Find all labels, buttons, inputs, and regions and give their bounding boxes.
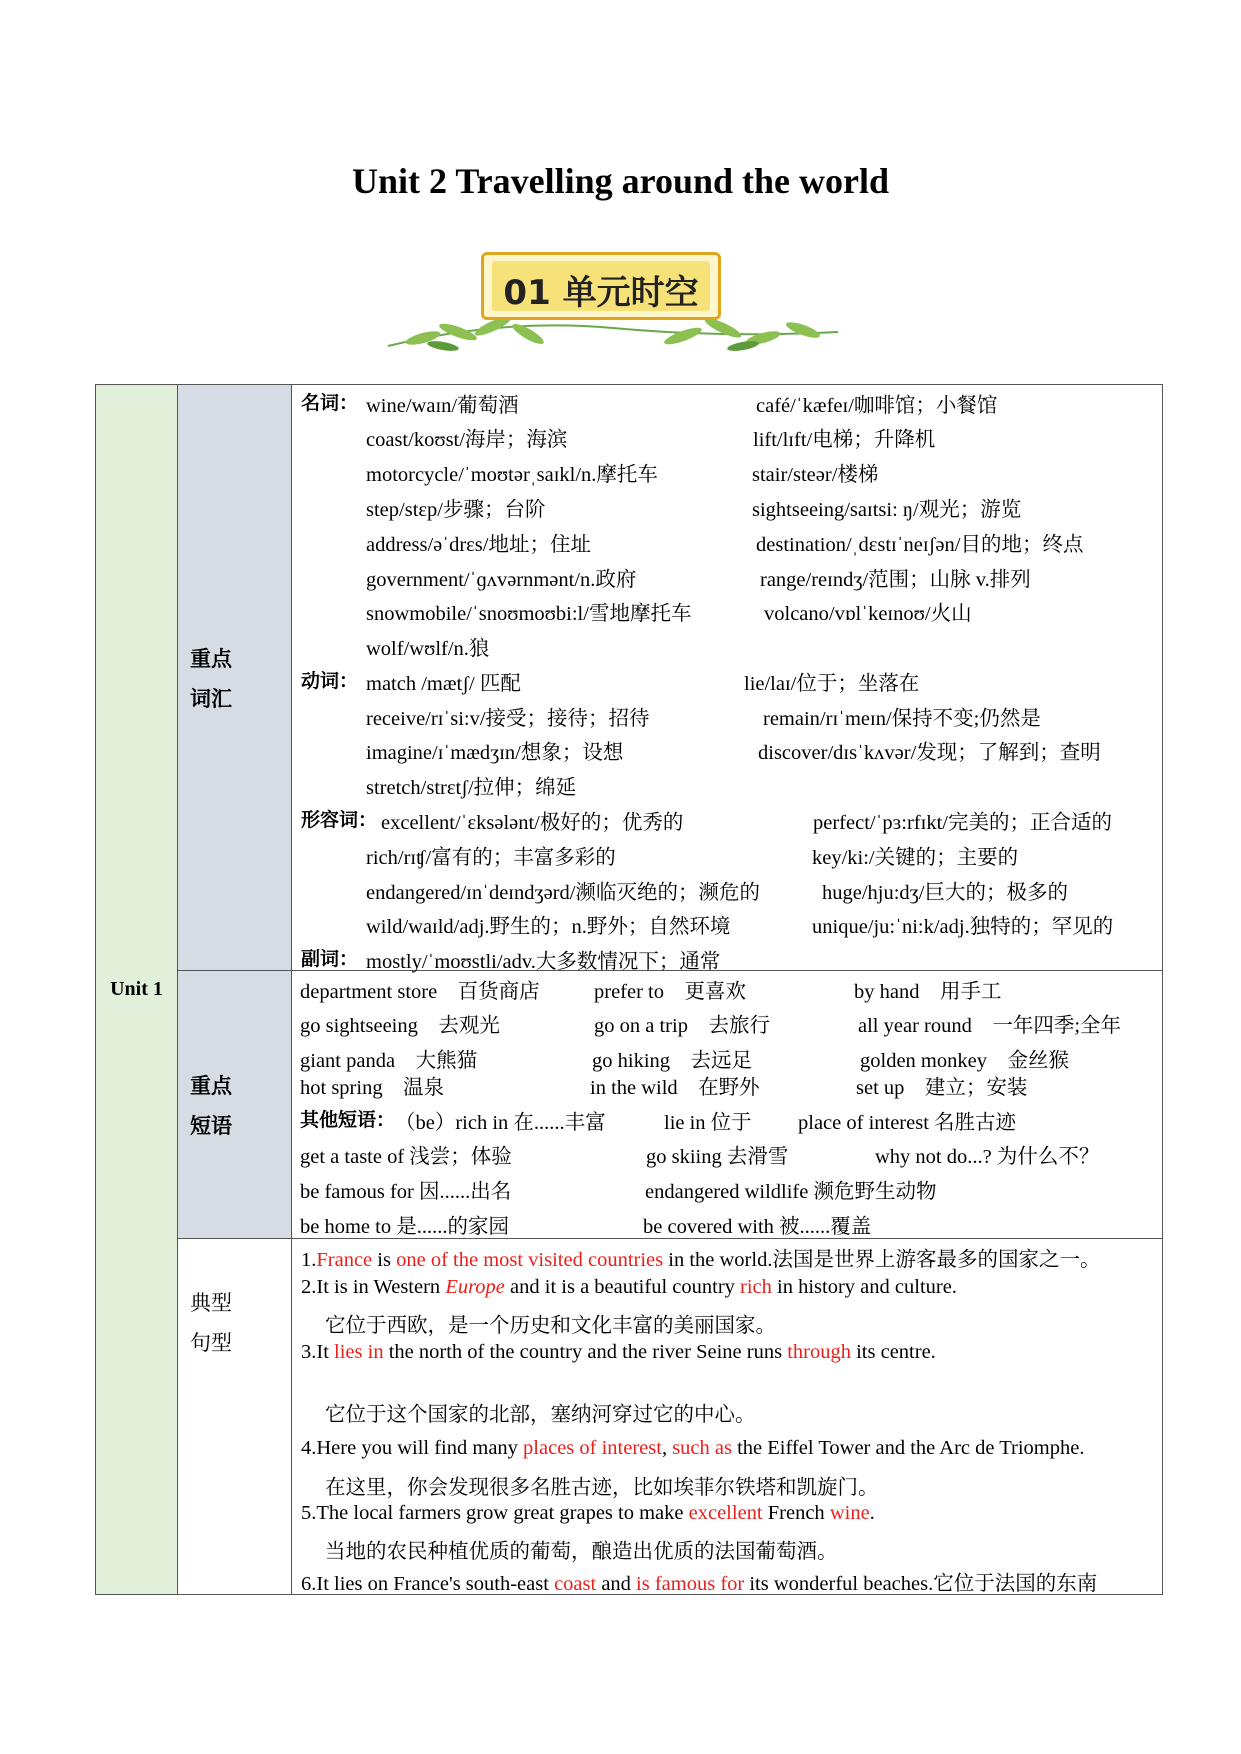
- sentences-block: [292, 1239, 1162, 1593]
- vocab-row-16-a: mostly/ˈmoʊstli/adv.大多数情况下；通常: [366, 951, 721, 973]
- vocab-row-13-a: rich/rɪʧ/富有的；丰富多彩的: [366, 847, 616, 869]
- vocab-row-5-b: range/reɪndʒ/范围；山脉 v.排列: [760, 569, 1031, 591]
- vocab-row-8-b: lie/laɪ/位于；坐落在: [744, 673, 920, 695]
- vocab-row-11-a: stretch/strɛtʃ/拉伸；绵延: [366, 777, 577, 799]
- other-0-1: lie in 位于: [664, 1112, 752, 1134]
- phrase-3-0: hot spring 温泉: [300, 1077, 445, 1099]
- vocab-row-0-a: wine/waɪn/葡萄酒: [366, 395, 519, 417]
- phrase-2-1: go hiking 去远足: [592, 1050, 753, 1072]
- vocab-row-5-a: government/ˈɡʌvərnmənt/n.政府: [366, 569, 637, 591]
- vocab-row-10-b: discover/dɪsˈkʌvər/发现；了解到；查明: [758, 742, 1101, 764]
- other-1-2: why not do...? 为什么不？: [875, 1146, 1100, 1168]
- vocab-row-3-a: step/stɛp/步骤；台阶: [366, 499, 546, 521]
- nouns-label: 名词：: [301, 392, 359, 414]
- sentence-3: 3.It lies in the north of the country and the river Seine runs through its centre.: [301, 1341, 936, 1363]
- other-1-0: get a taste of 浅尝；体验: [300, 1146, 512, 1168]
- sentence-1: 1.France is one of the most visited countries in the world.法国是世界上游客最多的国家之一。: [301, 1249, 1101, 1271]
- sentence-2: 2.It is in Western Europe and it is a beautiful country rich in history and culture.: [301, 1276, 957, 1298]
- vocab-row-9-a: receive/rɪˈsi:v/接受；接待；招待: [366, 708, 650, 730]
- sentences-cell: [292, 1239, 1163, 1595]
- phrase-3-1: in the wild 在野外: [590, 1077, 760, 1099]
- other-3-0: be home to 是......的家园: [300, 1216, 509, 1238]
- vocab-row-8-a: match /mætʃ/ 匹配: [366, 673, 521, 695]
- phrase-0-2: by hand 用手工: [854, 981, 1002, 1003]
- unit-label: Unit 1: [110, 978, 163, 1000]
- vocab-cell: [292, 385, 1163, 971]
- phrase-2-2: golden monkey 金丝猴: [860, 1050, 1069, 1072]
- vocab-row-14-b: huge/hju:dʒ/巨大的；极多的: [822, 882, 1068, 904]
- other-0-2: place of interest 名胜古迹: [798, 1112, 1017, 1134]
- vocab-row-7-a: wolf/wʊlf/n.狼: [366, 638, 490, 660]
- category-sentences-line2: 句型: [190, 1331, 232, 1355]
- phrase-1-0: go sightseeing 去观光: [300, 1015, 500, 1037]
- adv-label: 副词：: [301, 948, 359, 970]
- other-2-0: be famous for 因......出名: [300, 1181, 512, 1203]
- category-vocab: [178, 385, 292, 971]
- category-sentences-line1: 典型: [190, 1291, 232, 1315]
- sentence-5-translation: 当地的农民种植优质的葡萄，酿造出优质的法国葡萄酒。: [325, 1541, 838, 1563]
- phrase-1-1: go on a trip 去旅行: [594, 1015, 770, 1037]
- sentence-5: 5.The local farmers grow great grapes to make excellent French wine.: [301, 1502, 875, 1524]
- category-sentences: [178, 1239, 292, 1595]
- phrase-2-0: giant panda 大熊猫: [300, 1050, 478, 1072]
- page-title: Unit 2 Travelling around the world: [351, 161, 890, 201]
- vocab-row-6-a: snowmobile/ˈsnoʊmoʊbi:l/雪地摩托车: [366, 603, 692, 625]
- vocab-row-13-b: key/ki:/关键的；主要的: [812, 847, 1019, 869]
- content-table: [95, 384, 1163, 1595]
- other-2-1: endangered wildlife 濒危野生动物: [645, 1181, 937, 1203]
- adj-label: 形容词：: [301, 809, 378, 831]
- sentence-4-translation: 在这里，你会发现很多名胜古迹，比如埃菲尔铁塔和凯旋门。: [325, 1477, 879, 1499]
- vocab-block: [292, 385, 1162, 973]
- vocab-row-14-a: endangered/ɪnˈdeɪndʒərd/濒临灭绝的；濒危的: [366, 882, 760, 904]
- other-3-1: be covered with 被......覆盖: [643, 1216, 872, 1238]
- vocab-row-9-b: remain/rɪˈmeɪn/保持不变;仍然是: [763, 708, 1041, 730]
- phrase-0-0: department store 百货商店: [300, 981, 540, 1003]
- phrase-1-2: all year round 一年四季;全年: [858, 1015, 1122, 1037]
- sentence-6: 6.It lies on France's south-east coast and is famous for its wonderful beaches.它位于法国的东南: [301, 1573, 1098, 1595]
- vocab-row-12-b: perfect/ˈpɜ:rfɪkt/完美的；正合适的: [813, 812, 1112, 834]
- sentence-2-translation: 它位于西欧，是一个历史和文化丰富的美丽国家。: [325, 1315, 776, 1337]
- category-phrases: [178, 971, 292, 1239]
- category-vocab-line2: 词汇: [190, 686, 232, 711]
- vocab-row-15-a: wild/waɪld/adj.野生的；n.野外；自然环境: [366, 916, 731, 938]
- phrases-cell: [292, 971, 1163, 1239]
- vocab-row-0-b: café/ˈkæfeɪ/咖啡馆；小餐馆: [756, 395, 998, 417]
- badge-box: [481, 252, 721, 320]
- category-phrases-line2: 短语: [190, 1113, 232, 1138]
- section-badge: [383, 248, 843, 360]
- other-1-1: go skiing 去滑雪: [646, 1146, 789, 1168]
- vocab-row-1-a: coast/koʊst/海岸；海滨: [366, 429, 568, 451]
- category-vocab-line1: 重点: [190, 646, 232, 671]
- vocab-row-1-b: lift/lɪft/电梯；升降机: [753, 429, 936, 451]
- vocab-row-2-a: motorcycle/ˈmoʊtərˌsaɪkl/n.摩托车: [366, 464, 658, 486]
- other-phrases-label: 其他短语：: [300, 1109, 396, 1131]
- vocab-row-12-a: excellent/ˈɛksələnt/极好的；优秀的: [381, 812, 684, 834]
- vocab-row-15-b: unique/ju:ˈni:k/adj.独特的；罕见的: [812, 916, 1114, 938]
- phrases-block: [292, 971, 1162, 1237]
- badge-label: 01 单元时空: [503, 273, 699, 313]
- category-phrases-line1: 重点: [190, 1073, 232, 1098]
- vocab-row-4-a: address/əˈdrɛs/地址；住址: [366, 534, 591, 556]
- sentence-3-translation: 它位于这个国家的北部，塞纳河穿过它的中心。: [325, 1404, 756, 1426]
- phrase-3-2: set up 建立；安装: [856, 1077, 1028, 1099]
- vocab-row-6-b: volcano/vɒlˈkeɪnoʊ/火山: [764, 603, 972, 625]
- vocab-row-4-b: destination/ˌdɛstɪˈneɪʃən/目的地；终点: [756, 534, 1084, 556]
- unit-cell: [96, 385, 178, 1595]
- vocab-row-10-a: imagine/ɪˈmædʒɪn/想象；设想: [366, 742, 624, 764]
- other-0-0: （be）rich in 在......丰富: [395, 1112, 606, 1134]
- verbs-label: 动词：: [301, 670, 359, 692]
- sentence-4: 4.Here you will find many places of interest, such as the Eiffel Tower and the Arc de Triomphe.: [301, 1437, 1085, 1459]
- vocab-row-3-b: sightseeing/saɪtsi: ŋ/观光；游览: [752, 499, 1022, 521]
- phrase-0-1: prefer to 更喜欢: [594, 981, 746, 1003]
- vocab-row-2-b: stair/steər/楼梯: [752, 464, 879, 486]
